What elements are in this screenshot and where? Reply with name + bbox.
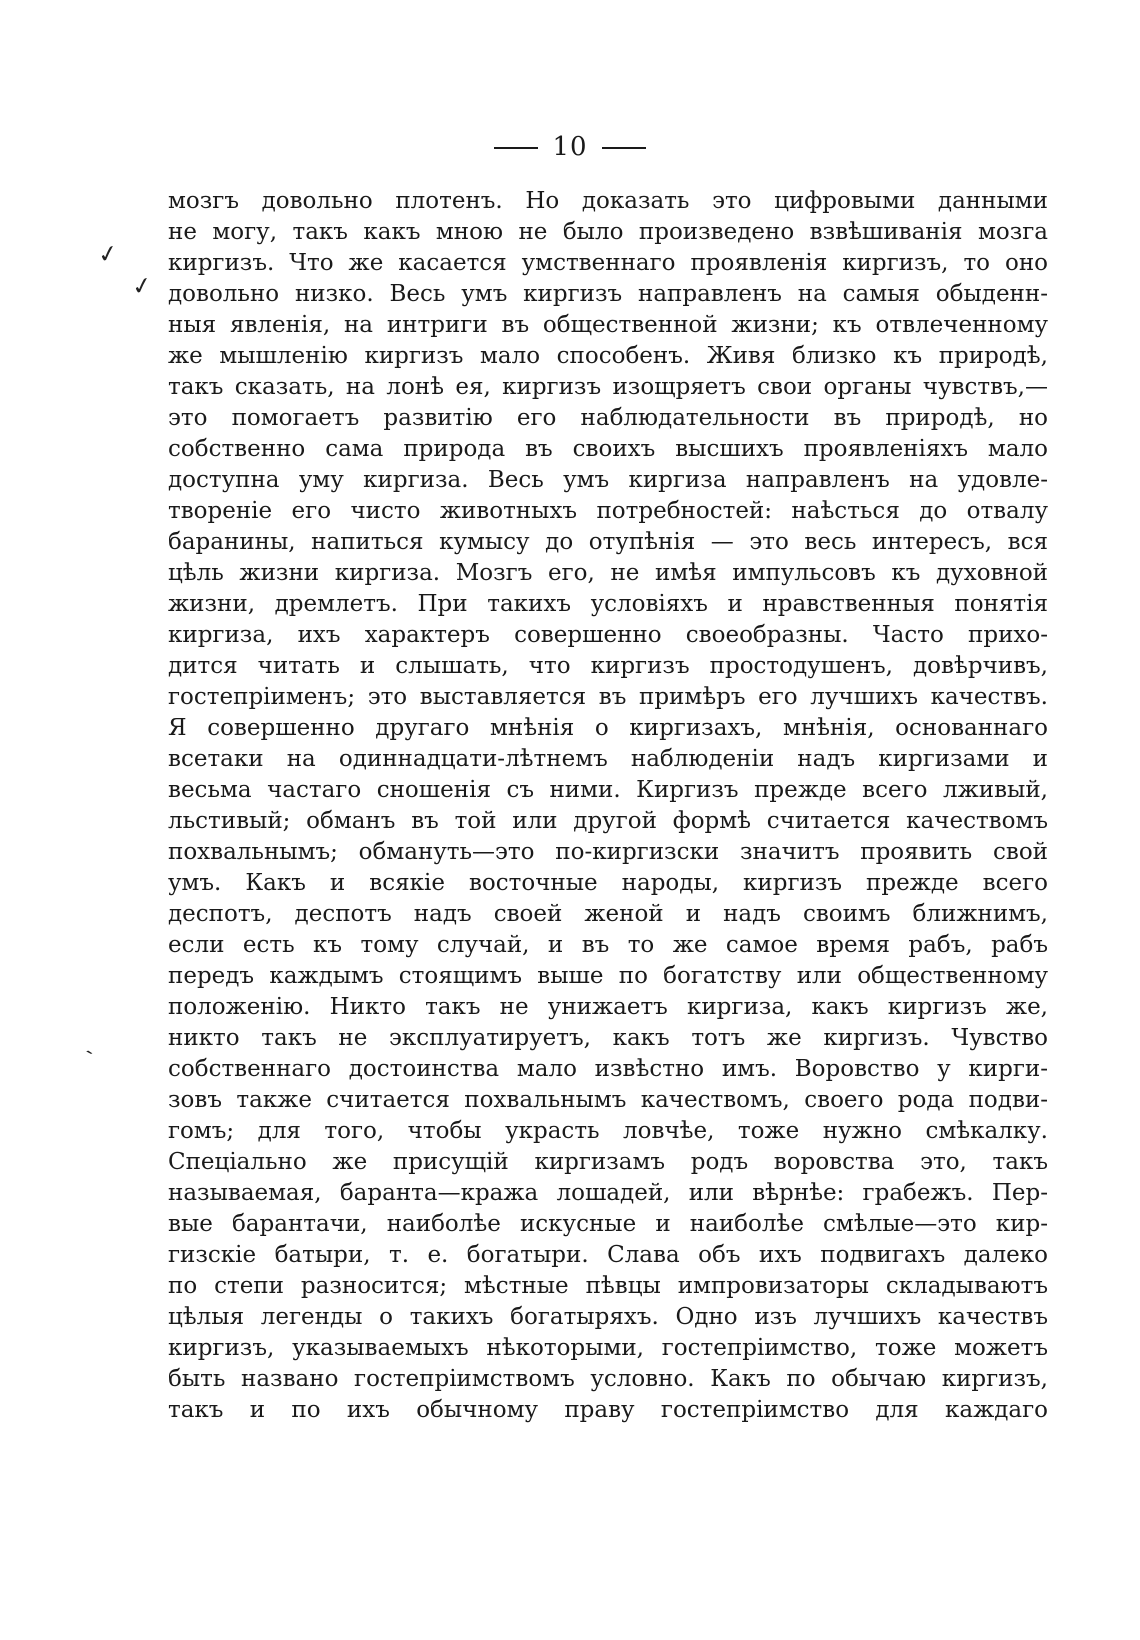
text-line: дится читать и слышать, что киргизъ простодушенъ, довѣрчивъ, bbox=[168, 653, 1048, 679]
text-line: похвальнымъ; обмануть—это по-киргизски значитъ проявить свой bbox=[168, 839, 1048, 865]
text-line: зовъ также считается похвальнымъ качествомъ, своего рода подви- bbox=[168, 1087, 1048, 1113]
margin-check-mark: ✓ bbox=[129, 270, 155, 302]
text-line: гизскіе батыри, т. е. богатыри. Слава объ ихъ подвигахъ далеко bbox=[168, 1242, 1048, 1268]
text-line: киргиза, ихъ характеръ совершенно своеобразны. Часто прихо- bbox=[168, 622, 1048, 648]
text-line: твореніе его чисто животныхъ потребностей: наѣсться до отвалу bbox=[168, 498, 1048, 524]
text-line: мозгъ довольно плотенъ. Но доказать это цифровыми данными bbox=[168, 188, 1048, 214]
text-line: если есть къ тому случай, и въ то же самое время рабъ, рабъ bbox=[168, 932, 1048, 958]
text-line: собственно сама природа въ своихъ высшихъ проявленіяхъ мало bbox=[168, 436, 1048, 462]
text-line: баранины, напиться кумысу до отупѣнія — это весь интересъ, вся bbox=[168, 529, 1048, 555]
text-line: по степи разносится; мѣстные пѣвцы импровизаторы складываютъ bbox=[168, 1273, 1048, 1299]
text-line: умъ. Какъ и всякіе восточные народы, киргизъ прежде всего bbox=[168, 870, 1048, 896]
text-line: льстивый; обманъ въ той или другой формѣ считается качествомъ bbox=[168, 808, 1048, 834]
text-line: такъ и по ихъ обычному праву гостепріимство для каждаго bbox=[168, 1397, 1048, 1423]
margin-check-mark: ˋ bbox=[84, 1046, 103, 1075]
text-line: Спеціально же присущій киргизамъ родъ воровства это, такъ bbox=[168, 1149, 1048, 1175]
text-line: деспотъ, деспотъ надъ своей женой и надъ своимъ ближнимъ, bbox=[168, 901, 1048, 927]
text-line: гомъ; для того, чтобы украсть ловчѣе, тоже нужно смѣкалку. bbox=[168, 1118, 1048, 1144]
text-line: киргизъ. Что же касается умственнаго проявленія киргизъ, то оно bbox=[168, 250, 1048, 276]
text-line: гостепріименъ; это выставляется въ примѣръ его лучшихъ качествъ. bbox=[168, 684, 1048, 710]
text-line: такъ сказать, на лонѣ ея, киргизъ изощряетъ свои органы чувствъ,— bbox=[168, 374, 1048, 400]
text-line: это помогаетъ развитію его наблюдательности въ природѣ, но bbox=[168, 405, 1048, 431]
text-line: цѣлыя легенды о такихъ богатыряхъ. Одно изъ лучшихъ качествъ bbox=[168, 1304, 1048, 1330]
page-number-dash-left bbox=[494, 147, 538, 149]
text-line: никто такъ не эксплуатируетъ, какъ тотъ же киргизъ. Чувство bbox=[168, 1025, 1048, 1051]
text-line: вые барантачи, наиболѣе искусные и наиболѣе смѣлые—это кир- bbox=[168, 1211, 1048, 1237]
text-line: Я совершенно другаго мнѣнія о киргизахъ, мнѣнія, основаннаго bbox=[168, 715, 1048, 741]
text-line: не могу, такъ какъ мною не было произведено взвѣшиванія мозга bbox=[168, 219, 1048, 245]
text-line: передъ каждымъ стоящимъ выше по богатству или общественному bbox=[168, 963, 1048, 989]
text-line: ныя явленія, на интриги въ общественной жизни; къ отвлеченному bbox=[168, 312, 1048, 338]
text-line: цѣль жизни киргиза. Мозгъ его, не имѣя импульсовъ къ духовной bbox=[168, 560, 1048, 586]
text-line: называемая, баранта—кража лошадей, или вѣрнѣе: грабежъ. Пер- bbox=[168, 1180, 1048, 1206]
text-line: весьма частаго сношенія съ ними. Киргизъ прежде всего лживый, bbox=[168, 777, 1048, 803]
page-number-value: 10 bbox=[552, 132, 588, 162]
text-line: всетаки на одиннадцати-лѣтнемъ наблюденіи надъ киргизами и bbox=[168, 746, 1048, 772]
text-line: доступна уму киргиза. Весь умъ киргиза направленъ на удовле- bbox=[168, 467, 1048, 493]
text-line: положенію. Никто такъ не унижаетъ киргиза, какъ киргизъ же, bbox=[168, 994, 1048, 1020]
text-line: довольно низко. Весь умъ киргизъ направленъ на самыя обыденн- bbox=[168, 281, 1048, 307]
body-text bbox=[168, 186, 1048, 1426]
text-line: же мышленію киргизъ мало способенъ. Живя близко къ природѣ, bbox=[168, 343, 1048, 369]
text-line: киргизъ, указываемыхъ нѣкоторыми, гостепріимство, тоже можетъ bbox=[168, 1335, 1048, 1361]
text-line: быть названо гостепріимствомъ условно. Какъ по обычаю киргизъ, bbox=[168, 1366, 1048, 1392]
page-number-dash-right bbox=[602, 147, 646, 149]
page-number bbox=[0, 132, 1140, 162]
margin-check-mark: ✓ bbox=[95, 238, 121, 270]
text-line: собственнаго достоинства мало извѣстно имъ. Воровство у кирги- bbox=[168, 1056, 1048, 1082]
text-line: жизни, дремлетъ. При такихъ условіяхъ и нравственныя понятія bbox=[168, 591, 1048, 617]
